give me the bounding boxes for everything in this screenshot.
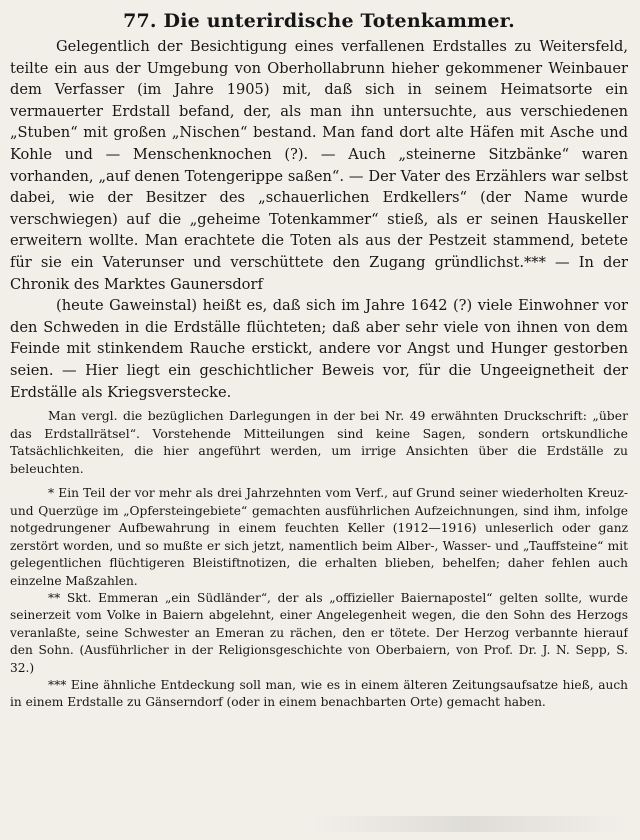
document-page [10, 10, 628, 832]
footnotes [10, 485, 628, 711]
main-text [10, 36, 628, 403]
footnote-2: ** Skt. Emmeran „ein Südländer“, der als „offizieller Baiernapostel“ gelten sollte, wurde seinerzeit vom Volke in Baiern abgelehnt, einer Angelegenheit wegen, die den Sohn des Herzogs veranlaßte, seine Schwester an Emeran zu rächen, den er tötete. Der Herzog verbannte hierauf den Sohn. (Ausführlicher in der Religionsgeschichte von Oberbaiern, von Prof. Dr. J. N. Sepp, S. 32.) [10, 590, 628, 675]
bottom-smudge [310, 816, 628, 832]
main-paragraph-1: Gelegentlich der Besichtigung eines verfallenen Erdstalles zu Weitersfeld, teilte ein aus der Umgebung von Oberhollabrunn hieher gekommener Weinbauer dem Verfasser (im Jahre 1905) mit, daß sich in seinem Heimatsorte ein vermauerter Erdstall befand, der, als man ihn untersuchte, aus verschiedenen „Stuben“ mit großen „Nischen“ bestand. Man fand dort alte Häfen mit Asche und Kohle und — Menschenknochen (?). — Auch „steinerne Sitzbänke“ waren vorhanden, „auf denen Totengerippe saßen“. — Der Vater des Erzählers war selbst dabei, wie der Besitzer des „schauerlichen Erdkellers“ (der Name wurde verschwiegen) auf die „geheime Totenkammer“ stieß, als er seinen Hauskeller erweitern wollte. Man erachtete die Toten als aus der Pestzeit stammend, betete für sie ein Vaterunser und verschüttete den Zugang gründlichst.*** — In der Chronik des Marktes Gaunersdorf [10, 38, 628, 293]
page-title: 77. Die unterirdische Totenkammer. [123, 10, 515, 32]
main-paragraph-2: (heute Gaweinstal) heißt es, daß sich im Jahre 1642 (?) viele Einwohner vor den Schweden in die Erdställe flüchteten; daß aber sehr viele von ihnen von dem Feinde mit stinkendem Rauche erstickt, andere vor Angst und Hunger gestorben seien. — Hier liegt ein geschichtlicher Beweis vor, für die Ungeeignetheit der Erdställe als Kriegsverstecke. [10, 297, 628, 401]
footnote-1: * Ein Teil der vor mehr als drei Jahrzehnten vom Verf., auf Grund seiner wiederholten Kreuz- und Querzüge im „Opfersteingebiete“ gemachten ausführlichen Aufzeichnungen, sind ihm, infolge notgedrungener Aufbewahrung in einem feuchten Keller (1912—1916) unleserlich oder ganz zerstört worden, und so mußte er sich jetzt, namentlich beim Alber-, Wasser- und „Tauffsteine“ mit gelegentlichen flüchtigeren Bleistiftnotizen, die erhalten blieben, behelfen; daher fehlen auch einzelne Maßzahlen. [10, 486, 628, 588]
footnote-3: *** Eine ähnliche Entdeckung soll man, wie es in einem älteren Zeitungsaufsatze hieß, auch in einem Erdstalle zu Gänserndorf (oder in einem benachbarten Orte) gemacht haben. [10, 677, 628, 710]
note-paragraph: Man vergl. die bezüglichen Darlegungen in der bei Nr. 49 erwähnten Druckschrift: „über das Erdstallrätsel“. Vorstehende Mitteilungen sind keine Sagen, sondern ortskundliche Tatsächlichkeiten, die hier angeführt werden, um irrige Ansichten über die Erdställe zu beleuchten. [10, 408, 628, 476]
note-paragraph-block [10, 407, 628, 477]
